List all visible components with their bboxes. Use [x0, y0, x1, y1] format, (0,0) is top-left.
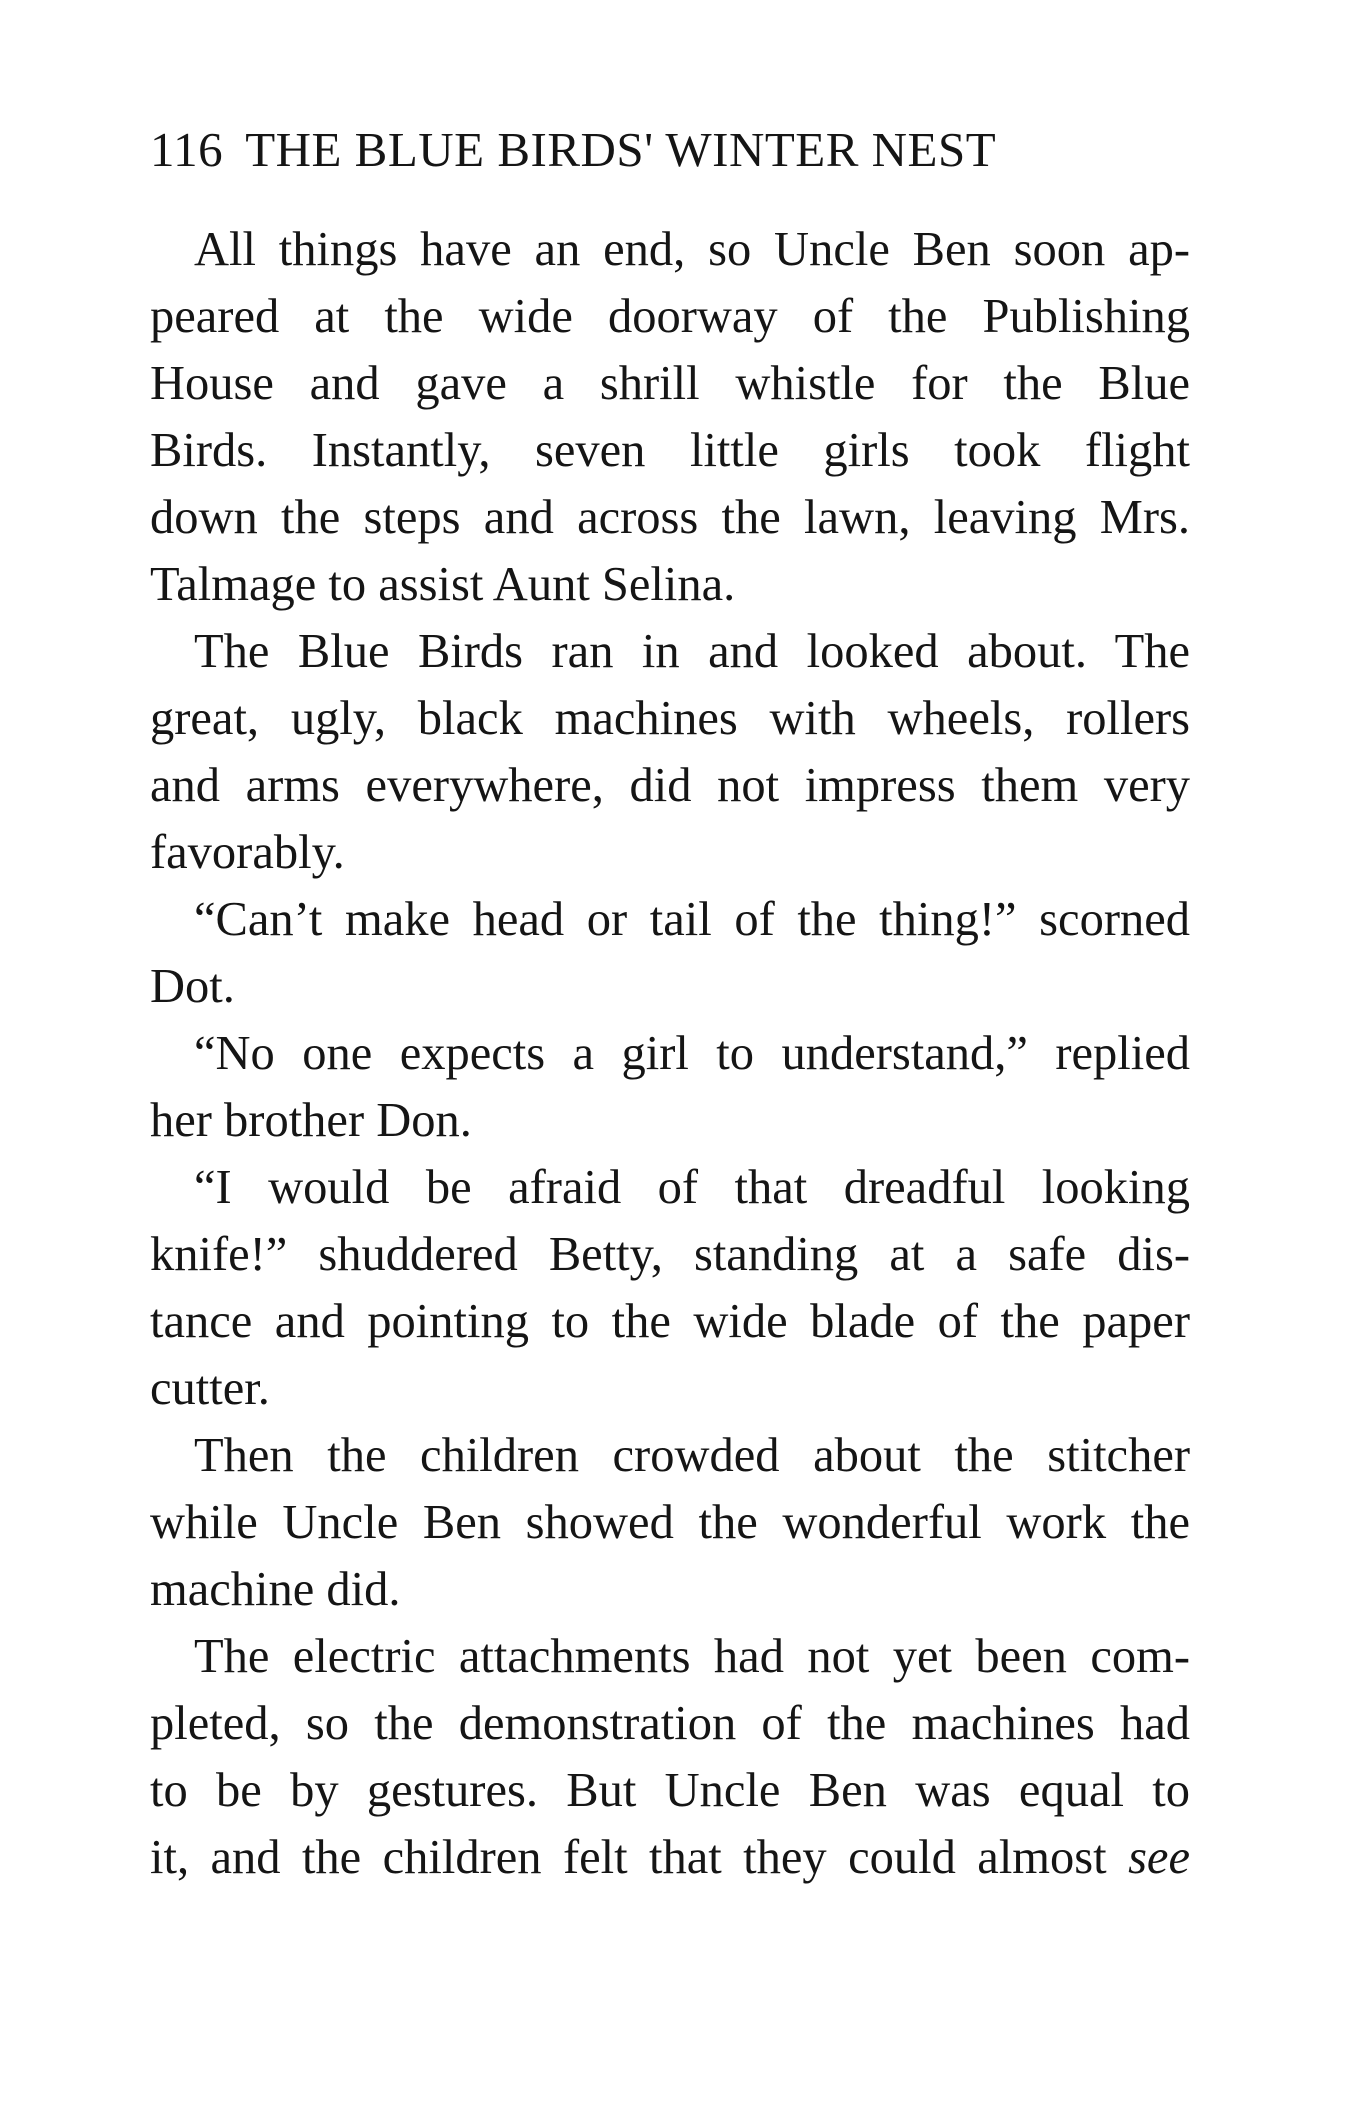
text-line: and arms everywhere, did not impress them very	[150, 759, 1190, 812]
text-line: “I would be afraid of that dreadful looking	[194, 1161, 1190, 1214]
text-line: “No one expects a girl to understand,” replied	[194, 1027, 1190, 1080]
text-line: knife!” shuddered Betty, standing at a safe dis-	[150, 1228, 1190, 1281]
text-line: House and gave a shrill whistle for the Blue	[150, 357, 1190, 410]
text-line: Talmage to assist Aunt Selina.	[150, 558, 736, 611]
text-line: “Can’t make head or tail of the thing!” scorned	[194, 893, 1190, 946]
text-line: favorably.	[150, 826, 345, 879]
running-head	[150, 118, 1190, 182]
text-line: down the steps and across the lawn, leaving Mrs.	[150, 491, 1190, 544]
text-line: All things have an end, so Uncle Ben soon ap-	[194, 223, 1190, 276]
text-line: peared at the wide doorway of the Publishing	[150, 290, 1190, 343]
italic-word: see	[1128, 1831, 1190, 1884]
text-line: machine did.	[150, 1563, 401, 1616]
text-line-final	[150, 1824, 1190, 1891]
text-line: while Uncle Ben showed the wonderful work the	[150, 1496, 1190, 1549]
body-text	[150, 216, 1190, 1891]
text-line: cutter.	[150, 1362, 270, 1415]
text-line: great, ugly, black machines with wheels, rollers	[150, 692, 1190, 745]
text-line: Dot.	[150, 960, 235, 1013]
text-line: her brother Don.	[150, 1094, 472, 1147]
text-line: The Blue Birds ran in and looked about. The	[194, 625, 1190, 678]
text-line: Then the children crowded about the stitcher	[194, 1429, 1190, 1482]
page-number: 116	[150, 122, 224, 177]
final-line-text: it, and the children felt that they could almost	[150, 1831, 1129, 1884]
text-line: to be by gestures. But Uncle Ben was equal to	[150, 1764, 1190, 1817]
text-line: The electric attachments had not yet been com-	[194, 1630, 1190, 1683]
text-line: pleted, so the demonstration of the machines had	[150, 1697, 1190, 1750]
text-line: Birds. Instantly, seven little girls took flight	[150, 424, 1190, 477]
text-line: tance and pointing to the wide blade of the paper	[150, 1295, 1190, 1348]
running-title: THE BLUE BIRDS' WINTER NEST	[245, 122, 997, 177]
